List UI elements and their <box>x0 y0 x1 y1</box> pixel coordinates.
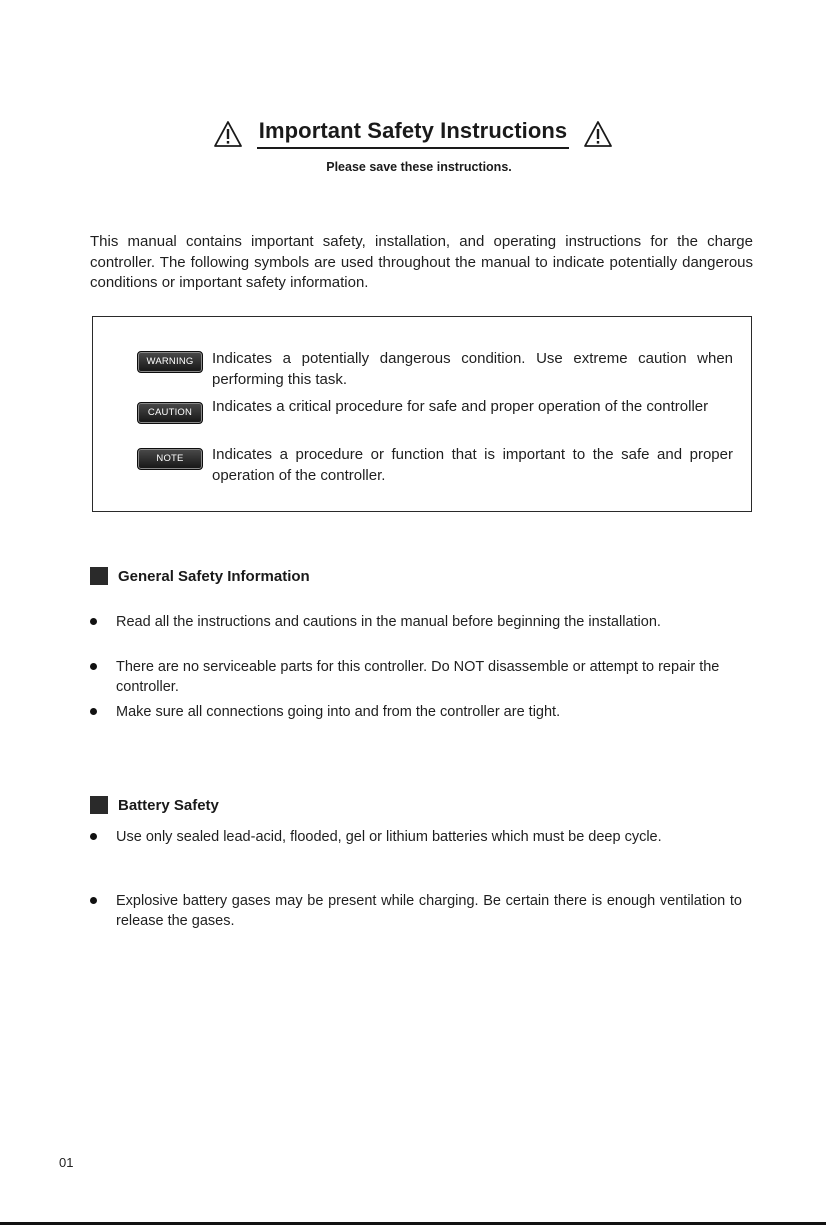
bullet-dot-icon <box>90 708 97 715</box>
legend-text-warning: Indicates a potentially dangerous condition. Use extreme caution when performing this task. <box>212 350 733 388</box>
bullet-dot-icon <box>90 663 97 670</box>
list-item-text: Explosive battery gases may be present while charging. Be certain there is enough ventilation to release the gases. <box>116 893 742 929</box>
square-icon <box>90 567 108 585</box>
symbol-legend-box <box>92 316 752 512</box>
square-icon <box>90 796 108 814</box>
list-item-text: There are no serviceable parts for this controller. Do NOT disassemble or attempt to repair the controller. <box>116 659 720 695</box>
page-bottom-rule <box>0 1222 826 1225</box>
battery-safety-header <box>90 796 219 814</box>
bullet-dot-icon <box>90 833 97 840</box>
legend-text-note: Indicates a procedure or function that is important to the safe and proper operation of the controller. <box>212 446 733 484</box>
list-item-text: Use only sealed lead-acid, flooded, gel or lithium batteries which must be deep cycle. <box>116 829 662 845</box>
bullet-dot-icon <box>90 897 97 904</box>
bullet-dot-icon <box>90 618 97 625</box>
title-row <box>0 118 826 154</box>
page-subtitle: Please save these instructions. <box>326 160 512 174</box>
page-number: 01 <box>59 1155 74 1170</box>
legend-text-caution: Indicates a critical procedure for safe and proper operation of the controller <box>212 398 709 415</box>
caution-badge: CAUTION <box>137 402 203 424</box>
battery-safety-title: Battery Safety <box>118 796 219 814</box>
warning-badge: WARNING <box>137 351 203 373</box>
list-item-text: Make sure all connections going into and from the controller are tight. <box>116 704 561 720</box>
title-inner <box>213 118 614 149</box>
page-title: Important Safety Instructions <box>257 118 570 149</box>
warning-triangle-icon <box>213 119 243 149</box>
general-safety-header <box>90 567 310 585</box>
intro-paragraph: This manual contains important safety, installation, and operating instructions for the charge controller. The following symbols are used throughout the manual to indicate potentially dangerous conditions or important safety information. <box>90 233 753 291</box>
warning-triangle-icon <box>583 119 613 149</box>
note-badge: NOTE <box>137 448 203 470</box>
list-item-text: Read all the instructions and cautions in the manual before beginning the installation. <box>116 614 661 630</box>
general-safety-title: General Safety Information <box>118 567 310 585</box>
